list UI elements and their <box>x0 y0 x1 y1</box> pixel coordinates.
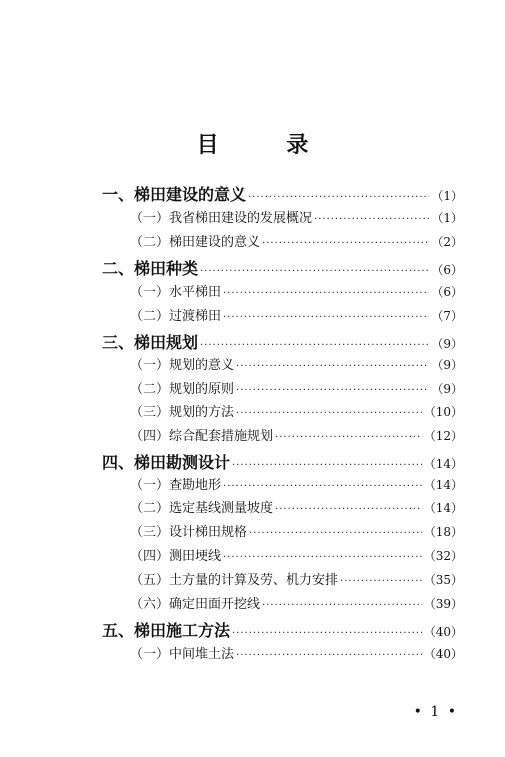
page-number <box>0 704 458 720</box>
toc-entry-label: （二）规划的原则 <box>130 382 235 397</box>
toc-entry-label: 二、梯田种类 <box>102 259 199 278</box>
page-number-value: 1 <box>430 704 442 720</box>
toc-entry-label: （三）设计梯田规格 <box>130 525 248 540</box>
toc-leader-dots <box>236 361 429 372</box>
toc-entry-page: （18） <box>423 525 463 539</box>
toc-entry-page: （12） <box>423 429 463 443</box>
toc-chapter-row <box>0 182 505 204</box>
toc-entry-page: （9） <box>431 358 463 372</box>
toc-entry-label: 四、梯田勘测设计 <box>102 453 231 472</box>
toc-leader-dots <box>223 552 422 563</box>
toc-leader-dots <box>249 528 422 539</box>
toc-entry-page: （9） <box>431 337 463 351</box>
toc-section-row <box>0 425 505 447</box>
toc-entry-label: （二）过渡梯田 <box>130 309 222 324</box>
toc-section-row <box>0 643 505 665</box>
toc-leader-dots <box>262 600 422 611</box>
toc-entry-page: （1） <box>431 189 463 203</box>
toc-leader-dots <box>236 650 422 661</box>
toc-entry-label: （五）土方量的计算及劳、机力安排 <box>130 573 339 588</box>
toc-entry-page: （14） <box>423 457 463 471</box>
toc-entry-label: （一）规划的意义 <box>130 358 235 373</box>
toc-section-row <box>0 593 505 615</box>
toc-section-row <box>0 401 505 423</box>
toc-chapter-row <box>0 256 505 278</box>
toc-leader-dots <box>314 214 429 225</box>
toc-entry-page: （2） <box>431 235 463 249</box>
page-number-dot-left: • <box>413 704 424 720</box>
toc-section-row <box>0 474 505 496</box>
toc-leader-dots <box>223 312 429 323</box>
toc-chapter-row <box>0 450 505 472</box>
toc-leader-dots <box>200 266 429 277</box>
toc-entry-label: （二）梯田建设的意义 <box>130 235 261 250</box>
toc-entry-page: （6） <box>431 263 463 277</box>
toc-leader-dots <box>232 460 422 471</box>
toc-section-row <box>0 207 505 229</box>
toc-entry-page: （9） <box>431 382 463 396</box>
toc-entry-label: 三、梯田规划 <box>102 333 199 352</box>
toc-leader-dots <box>275 432 422 443</box>
toc-leader-dots <box>223 481 422 492</box>
toc-section-row <box>0 281 505 303</box>
toc-leader-dots <box>248 192 429 203</box>
toc-entry-page: （40） <box>423 647 463 661</box>
toc-entry-page: （6） <box>431 285 463 299</box>
toc-entry-label: （一）中间堆土法 <box>130 647 235 662</box>
toc-leader-dots <box>232 628 422 639</box>
toc-entry-page: （10） <box>423 405 463 419</box>
toc-leader-dots <box>200 340 429 351</box>
toc-chapter-row <box>0 618 505 640</box>
toc-section-row <box>0 378 505 400</box>
page-title: 目 录 <box>196 132 339 158</box>
toc-chapter-row <box>0 330 505 352</box>
toc-entry-label: 五、梯田施工方法 <box>102 621 231 640</box>
toc-section-row <box>0 497 505 519</box>
toc-entry-page: （39） <box>423 597 463 611</box>
toc-entry-page: （35） <box>423 573 463 587</box>
toc-leader-dots <box>262 238 429 249</box>
toc-section-row <box>0 569 505 591</box>
toc-entry-label: （一）水平梯田 <box>130 285 222 300</box>
toc-entry-label: （六）确定田面开挖线 <box>130 597 261 612</box>
toc-section-row <box>0 354 505 376</box>
toc-entry-page: （14） <box>423 501 463 515</box>
toc-entry-page: （7） <box>431 309 463 323</box>
page-number-dot-right: • <box>447 704 458 720</box>
toc-entry-label: 一、梯田建设的意义 <box>102 185 247 204</box>
toc-entry-label: （四）综合配套措施规划 <box>130 429 274 444</box>
toc-entry-page: （14） <box>423 478 463 492</box>
toc-section-row <box>0 545 505 567</box>
toc-section-row <box>0 521 505 543</box>
toc-entry-label: （四）测田埂线 <box>130 549 222 564</box>
toc-entry-label: （一）查勘地形 <box>130 478 222 493</box>
toc-leader-dots <box>340 576 422 587</box>
toc-section-row <box>0 231 505 253</box>
toc-entry-label: （一）我省梯田建设的发展概况 <box>130 211 313 226</box>
toc-entry-page: （1） <box>431 211 463 225</box>
toc-leader-dots <box>275 504 422 515</box>
toc-entry-label: （三）规划的方法 <box>130 405 235 420</box>
toc-leader-dots <box>236 408 422 419</box>
toc-entry-page: （40） <box>423 625 463 639</box>
toc-section-row <box>0 305 505 327</box>
toc-leader-dots <box>236 385 429 396</box>
toc-leader-dots <box>223 288 429 299</box>
toc-entry-label: （二）选定基线测量坡度 <box>130 501 274 516</box>
toc-entry-page: （32） <box>423 549 463 563</box>
